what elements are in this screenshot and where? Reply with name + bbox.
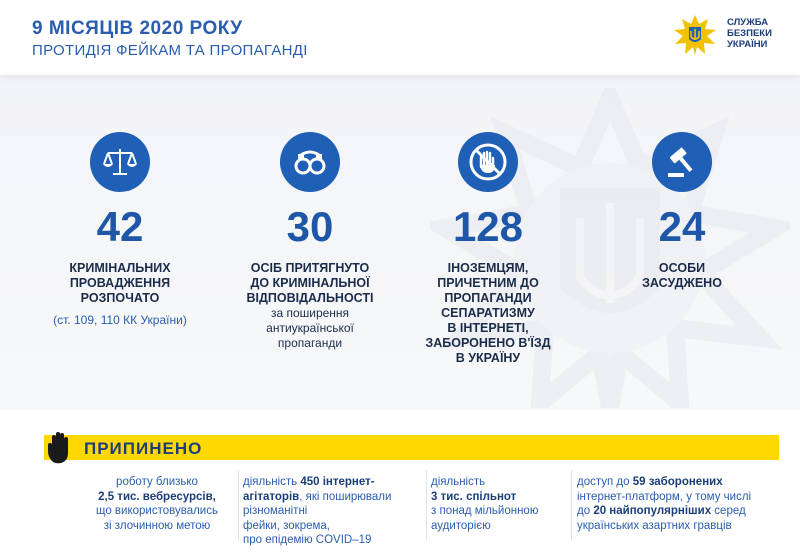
item-highlight: 450 інтернет-: [300, 476, 375, 488]
stat-note: (ст. 109, 110 КК України): [53, 313, 187, 327]
item-line: зі злочинною метою: [103, 519, 211, 532]
item-line: різноманітні: [243, 505, 308, 517]
divider: [571, 470, 572, 540]
divider: [238, 470, 239, 540]
item-line: роботу близько: [116, 476, 198, 488]
item-text: , які поширювали: [299, 490, 392, 503]
label-line: ОСОБИ: [658, 261, 706, 275]
divider: [426, 470, 427, 540]
item-highlight: 59 заборонених: [632, 476, 723, 488]
item-line: діяльність: [431, 476, 486, 488]
label-line: ДО КРИМІНАЛЬНОЇ: [250, 276, 370, 290]
logo-line: УКРАЇНИ: [727, 39, 768, 50]
stat-entry-banned: [388, 132, 588, 366]
stat-icon-circle: [652, 132, 712, 192]
stat-label: [210, 261, 410, 306]
label-line: СЕПАРАТИЗМУ: [441, 306, 535, 320]
handcuffs-icon: [291, 143, 329, 181]
label-line: В УКРАЇНУ: [455, 351, 521, 365]
item-highlight: 3 тис. спільнот: [431, 490, 517, 503]
stat-label: [582, 261, 782, 291]
item-line: з понад мільйонною: [431, 505, 539, 517]
sbu-emblem-icon: [672, 14, 718, 56]
stopped-item-platforms: [577, 475, 787, 533]
stat-convicted: [582, 132, 782, 291]
label-line: В ІНТЕРНЕТІ,: [447, 321, 529, 335]
logo-line: СЛУЖБА: [727, 17, 769, 28]
item-line: інтернет-платформ, у тому числі: [577, 490, 752, 503]
item-line: аудиторією: [431, 519, 491, 532]
item-line: українських азартних гравців: [577, 519, 732, 532]
stat-value: 30: [286, 203, 334, 250]
gavel-icon: [662, 142, 702, 182]
label-line: ЗАБОРОНЕНО В'ЇЗД: [425, 336, 551, 350]
header: [0, 0, 800, 75]
stopped-item-agitators: [243, 475, 418, 548]
stat-label: [388, 261, 588, 366]
note-line: антиукраїнської: [266, 321, 354, 335]
stat-value: 24: [658, 203, 706, 250]
label-line: ПРИЧЕТНИМ ДО: [437, 276, 539, 290]
item-line: фейки, зокрема,: [243, 519, 330, 532]
label-line: ОСІБ ПРИТЯГНУТО: [250, 261, 370, 275]
label-line: ПРОПАГАНДИ: [444, 291, 532, 305]
logo-text: [727, 17, 772, 50]
stat-persons-prosecuted: [210, 132, 410, 351]
label-line: ВІДПОВІДАЛЬНОСТІ: [246, 291, 374, 305]
stat-note: [210, 306, 410, 351]
label-line: ЗАСУДЖЕНО: [642, 276, 722, 290]
item-highlight: 2,5 тис. вебресурсів,: [98, 490, 216, 503]
scales-icon: [101, 143, 139, 181]
label-line: ПРОВАДЖЕННЯ: [69, 276, 171, 290]
item-highlight: агітаторів: [243, 490, 300, 503]
item-text: діяльність: [243, 476, 301, 488]
note-line: за поширення: [270, 306, 350, 320]
item-line: що використовувались: [96, 505, 218, 517]
stat-criminal-cases: [20, 132, 220, 328]
stat-icon-circle: [280, 132, 340, 192]
item-text: до: [577, 505, 594, 517]
page-title: 9 МІСЯЦІВ 2020 РОКУ: [32, 18, 243, 39]
stopped-label: ПРИПИНЕНО: [84, 439, 203, 458]
stop-hand-icon: [44, 431, 74, 465]
item-highlight: 20 найпопулярніших: [593, 505, 712, 517]
stopped-item-communities: [431, 475, 566, 533]
stat-icon-circle: [90, 132, 150, 192]
page-subtitle: ПРОТИДІЯ ФЕЙКАМ ТА ПРОПАГАНДІ: [32, 42, 308, 59]
label-line: ІНОЗЕМЦЯМ,: [447, 261, 529, 275]
note-line: пропаганди: [277, 336, 343, 350]
label-line: РОЗПОЧАТО: [80, 291, 160, 305]
label-line: КРИМІНАЛЬНИХ: [69, 261, 171, 275]
item-text: серед: [711, 505, 746, 517]
stat-value: 128: [452, 203, 524, 250]
item-text: доступ до: [577, 476, 633, 488]
logo-line: БЕЗПЕКИ: [727, 28, 772, 39]
stat-label: [20, 261, 220, 306]
stopped-item-websites: [82, 475, 232, 533]
no-entry-hand-icon: [467, 141, 509, 183]
stat-icon-circle: [458, 132, 518, 192]
stat-value: 42: [96, 203, 144, 250]
item-line: про епідемію COVID–19: [243, 534, 372, 546]
